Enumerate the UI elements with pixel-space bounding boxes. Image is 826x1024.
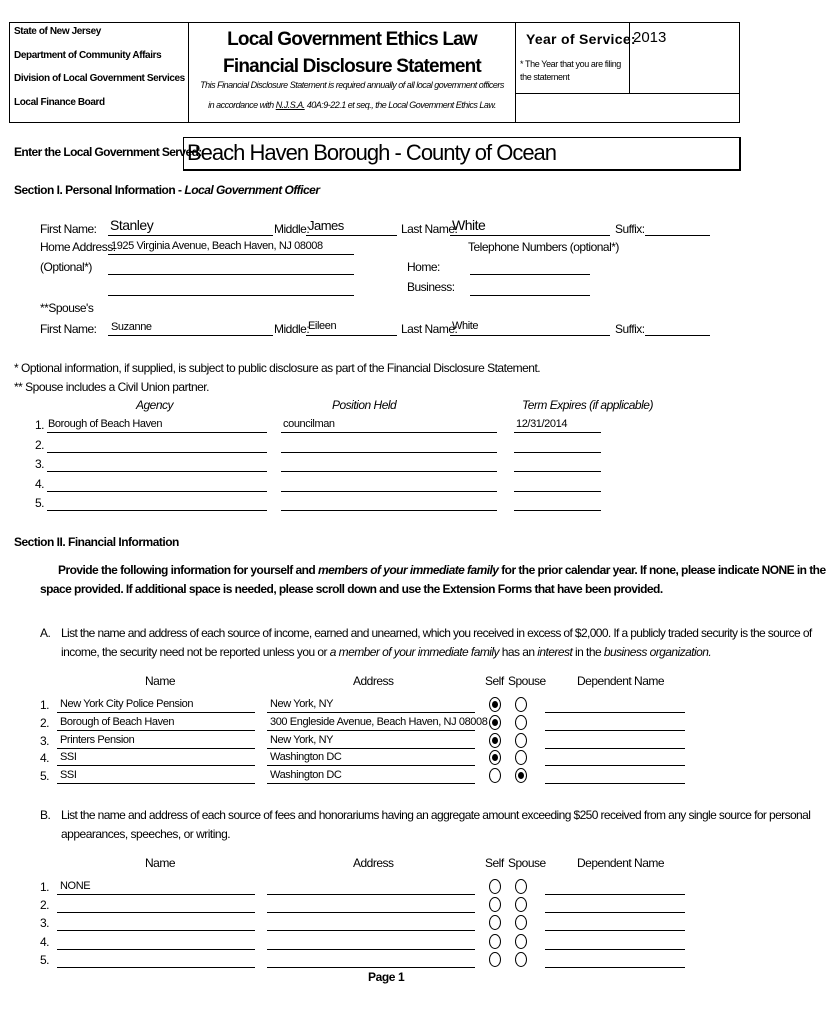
telephone-home-label: Home: bbox=[407, 260, 440, 274]
partA-header-name: Name bbox=[145, 674, 176, 688]
self-radio[interactable] bbox=[489, 768, 501, 783]
position-row-number: 4. bbox=[35, 476, 45, 491]
form-title-line2: Financial Disclosure Statement bbox=[223, 56, 481, 77]
self-radio[interactable] bbox=[489, 934, 501, 949]
spouse-first-label: First Name: bbox=[40, 322, 97, 336]
income-source-name-line bbox=[57, 748, 255, 749]
year-of-service-field[interactable]: 2013 bbox=[633, 29, 667, 46]
form-title-line1: Local Government Ethics Law bbox=[227, 29, 477, 50]
spouse-first-value[interactable]: Suzanne bbox=[111, 321, 152, 333]
position-term-value[interactable]: 12/31/2014 bbox=[516, 418, 568, 430]
home-address-label: Home Address: bbox=[40, 240, 116, 254]
income-source-address-line bbox=[267, 783, 475, 784]
spouse-radio[interactable] bbox=[515, 697, 527, 712]
telephone-business-line[interactable] bbox=[470, 295, 590, 296]
partA-header-spouse: Spouse bbox=[508, 674, 546, 688]
form-subtitle-line1: This Financial Disclosure Statement is required annually of all local government officers bbox=[200, 80, 504, 90]
spouse-suffix-line[interactable] bbox=[645, 335, 710, 336]
header-divider-horizontal bbox=[515, 93, 740, 94]
spouse-note: ** Spouse includes a Civil Union partner. bbox=[14, 380, 209, 394]
spouse-radio[interactable] bbox=[515, 934, 527, 949]
position-agency-line bbox=[47, 471, 267, 472]
dependent-name-line bbox=[545, 894, 685, 895]
income-source-name[interactable]: SSI bbox=[60, 751, 77, 764]
self-radio[interactable] bbox=[489, 750, 501, 765]
positions-header-agency: Agency bbox=[136, 398, 174, 412]
partB-header-self: Self bbox=[485, 856, 504, 870]
income-row-number: 5. bbox=[40, 769, 50, 784]
optional-note: * Optional information, if supplied, is subject to public disclosure as part of the Financial Disclosure Statement. bbox=[14, 361, 541, 375]
section2-title: Section II. Financial Information bbox=[14, 535, 179, 549]
spouse-radio[interactable] bbox=[515, 879, 527, 894]
position-row-number: 3. bbox=[35, 457, 45, 471]
income-source-address-line bbox=[267, 748, 475, 749]
section2-intro-line1 bbox=[58, 563, 826, 577]
income-source-name-line bbox=[57, 712, 255, 713]
partA-line1: List the name and address of each source of income, earned and unearned, which you received in excess of $2,000. If a publicly traded security is the source of bbox=[61, 626, 812, 640]
position-agency-line bbox=[47, 432, 267, 433]
dependent-name-line bbox=[545, 930, 685, 931]
home-address-line3[interactable] bbox=[108, 295, 354, 296]
self-radio[interactable] bbox=[489, 879, 501, 894]
self-radio[interactable] bbox=[489, 715, 501, 730]
income-row-number: 1. bbox=[40, 880, 50, 894]
income-source-address-line bbox=[267, 930, 475, 931]
suffix-line[interactable] bbox=[645, 235, 710, 236]
first-name-value[interactable]: Stanley bbox=[110, 217, 154, 233]
dependent-name-line bbox=[545, 783, 685, 784]
first-name-line bbox=[108, 235, 273, 236]
telephone-business-label: Business: bbox=[407, 280, 455, 294]
income-source-name-line bbox=[57, 912, 255, 913]
income-source-address-line bbox=[267, 912, 475, 913]
spouse-first-line bbox=[108, 335, 273, 336]
subtitle-suffix: 40A:9-22.1 et seq., the Local Government Ethics Law. bbox=[304, 100, 496, 110]
income-source-name-line bbox=[57, 783, 255, 784]
spouse-radio[interactable] bbox=[515, 768, 527, 783]
income-source-name[interactable]: NONE bbox=[60, 880, 91, 892]
header-divider-right bbox=[515, 22, 516, 123]
income-source-address-line bbox=[267, 967, 475, 968]
intro-a: Provide the following information for yourself and bbox=[58, 563, 318, 577]
income-source-address[interactable]: Washington DC bbox=[270, 769, 342, 782]
intro-b: members of your immediate family bbox=[317, 563, 499, 577]
position-agency-value[interactable]: Borough of Beach Haven bbox=[48, 418, 163, 430]
dependent-name-line bbox=[545, 712, 685, 713]
self-radio[interactable] bbox=[489, 897, 501, 912]
spouse-label bbox=[40, 301, 93, 315]
income-row-number: 2. bbox=[40, 898, 50, 913]
spouse-last-line bbox=[450, 335, 610, 336]
spouse-radio[interactable] bbox=[515, 952, 527, 967]
positions-header-term: Term Expires (if applicable) bbox=[522, 398, 653, 412]
agency-line-state: State of New Jersey bbox=[14, 26, 101, 37]
suffix-label: Suffix: bbox=[615, 222, 645, 236]
spouse-radio[interactable] bbox=[515, 915, 527, 930]
page-number: Page 1 bbox=[368, 970, 405, 984]
position-term-line bbox=[514, 491, 601, 492]
position-agency-line bbox=[47, 510, 267, 511]
last-name-label: Last Name: bbox=[401, 222, 458, 236]
partA-letter: A. bbox=[40, 626, 51, 640]
income-source-address-line bbox=[267, 949, 475, 950]
partB-letter: B. bbox=[40, 808, 51, 822]
spouse-label-text: **Spouse's bbox=[40, 301, 94, 315]
income-source-address-line bbox=[267, 730, 475, 731]
position-agency-line bbox=[47, 452, 267, 453]
partB-line1: List the name and address of each source of fees and honorariums having an aggregate amount exceeding $250 received from any single source for personal bbox=[61, 808, 811, 822]
home-address-line2[interactable] bbox=[108, 274, 354, 275]
position-held-line bbox=[281, 452, 497, 453]
income-source-address-line bbox=[267, 765, 475, 766]
agency-line-dlgs: Division of Local Government Services bbox=[14, 73, 185, 84]
income-row-number: 3. bbox=[40, 916, 50, 931]
position-row-number: 5. bbox=[35, 496, 45, 510]
income-source-address-line bbox=[267, 894, 475, 895]
partA-line2-e: in the bbox=[572, 645, 604, 659]
positions-header-position: Position Held bbox=[332, 398, 397, 412]
income-source-name[interactable]: Printers Pension bbox=[60, 733, 135, 746]
telephone-home-line[interactable] bbox=[470, 274, 590, 275]
spouse-radio[interactable] bbox=[515, 897, 527, 912]
position-held-line bbox=[281, 471, 497, 472]
last-name-line bbox=[450, 235, 610, 236]
spouse-radio[interactable] bbox=[515, 733, 527, 748]
agency-line-lfb: Local Finance Board bbox=[14, 97, 105, 108]
dependent-name-line bbox=[545, 765, 685, 766]
section2-intro-line2: space provided. If additional space is needed, please scroll down and use the Extension Forms that have been provided. bbox=[40, 582, 663, 596]
form-subtitle-line2 bbox=[189, 100, 515, 110]
position-held-line bbox=[281, 510, 497, 511]
income-row-number: 1. bbox=[40, 698, 50, 712]
self-radio[interactable] bbox=[489, 733, 501, 748]
spouse-last-value[interactable]: White bbox=[452, 320, 479, 332]
last-name-value[interactable]: White bbox=[452, 217, 486, 233]
telephone-label: Telephone Numbers (optional*) bbox=[468, 240, 619, 254]
partA-line2-a: income, the security need not be reported unless you or bbox=[61, 645, 330, 659]
income-source-name[interactable]: Borough of Beach Haven bbox=[60, 715, 175, 728]
home-address-value[interactable]: 1925 Virginia Avenue, Beach Haven, NJ 08008 bbox=[111, 240, 323, 252]
intro-c: for the prior calendar year. If none, please indicate NONE in the bbox=[498, 563, 826, 577]
income-row-number: 3. bbox=[40, 733, 50, 748]
position-held-line bbox=[281, 491, 497, 492]
spouse-radio[interactable] bbox=[515, 750, 527, 765]
agency-line-dca: Department of Community Affairs bbox=[14, 50, 162, 61]
income-source-address-line bbox=[267, 712, 475, 713]
position-term-line bbox=[514, 452, 601, 453]
income-source-address[interactable]: Washington DC bbox=[270, 751, 342, 764]
section1-title bbox=[14, 183, 320, 197]
partA-line2-c: has an bbox=[498, 645, 538, 659]
income-source-name-line bbox=[57, 730, 255, 731]
dependent-name-line bbox=[545, 730, 685, 731]
income-row-number: 4. bbox=[40, 751, 50, 766]
subtitle-njsa: N.J.S.A. bbox=[275, 100, 305, 110]
partB-header-name: Name bbox=[145, 856, 176, 870]
position-row-number: 2. bbox=[35, 437, 45, 452]
middle-label: Middle: bbox=[274, 222, 310, 236]
section1-title-italic: Local Government Officer bbox=[184, 183, 320, 197]
partA-line2 bbox=[61, 645, 711, 659]
partB-header-address: Address bbox=[353, 856, 394, 870]
spouse-middle-label: Middle: bbox=[274, 322, 310, 336]
year-note: * The Year that you are filing the statement bbox=[520, 59, 621, 82]
income-source-name-line bbox=[57, 930, 255, 931]
income-source-name[interactable]: New York City Police Pension bbox=[60, 698, 194, 710]
partA-line2-b: a member of your immediate family bbox=[329, 645, 499, 659]
partB-header-spouse: Spouse bbox=[508, 856, 546, 870]
partA-line2-d: interest bbox=[537, 645, 573, 659]
dependent-name-line bbox=[545, 967, 685, 968]
partB-header-dependent: Dependent Name bbox=[577, 856, 665, 870]
income-row-number: 4. bbox=[40, 934, 50, 949]
income-source-name-line bbox=[57, 967, 255, 968]
self-radio[interactable] bbox=[489, 697, 501, 712]
income-source-name-line bbox=[57, 949, 255, 950]
self-radio[interactable] bbox=[489, 952, 501, 967]
spouse-last-label: Last Name: bbox=[401, 322, 458, 336]
income-source-address[interactable]: New York, NY bbox=[270, 733, 334, 746]
spouse-middle-line bbox=[306, 335, 397, 336]
dependent-name-line bbox=[545, 949, 685, 950]
partA-header-dependent: Dependent Name bbox=[577, 674, 665, 688]
partA-header-address: Address bbox=[353, 674, 394, 688]
middle-line bbox=[306, 235, 397, 236]
spouse-radio[interactable] bbox=[515, 715, 527, 730]
partA-header-self: Self bbox=[485, 674, 504, 688]
income-source-name-line bbox=[57, 894, 255, 895]
income-row-number: 5. bbox=[40, 952, 50, 967]
income-row-number: 2. bbox=[40, 715, 50, 730]
dependent-name-line bbox=[545, 748, 685, 749]
government-value: Beach Haven Borough - County of Ocean bbox=[187, 140, 557, 165]
subtitle-prefix: in accordance with bbox=[208, 100, 276, 110]
position-agency-line bbox=[47, 491, 267, 492]
government-label: Enter the Local Government Served: bbox=[14, 145, 202, 159]
position-row-number: 1. bbox=[35, 418, 45, 432]
middle-value[interactable]: James bbox=[308, 218, 344, 233]
partB-line2: appearances, speeches, or writing. bbox=[61, 827, 231, 841]
income-source-name-line bbox=[57, 765, 255, 766]
year-of-service-label: Year of Service: bbox=[526, 31, 636, 47]
partA-line2-f: business organization. bbox=[603, 645, 712, 659]
dependent-name-line bbox=[545, 912, 685, 913]
income-source-name[interactable]: SSI bbox=[60, 769, 77, 782]
position-held-value[interactable]: councilman bbox=[283, 418, 335, 430]
self-radio[interactable] bbox=[489, 915, 501, 930]
position-term-line bbox=[514, 471, 601, 472]
income-source-address[interactable]: New York, NY bbox=[270, 698, 334, 710]
position-term-line bbox=[514, 432, 601, 433]
section1-title-prefix: Section I. Personal Information - bbox=[14, 183, 185, 197]
first-name-label: First Name: bbox=[40, 222, 97, 236]
income-source-address[interactable]: 300 Engleside Avenue, Beach Haven, NJ 08008 bbox=[270, 715, 488, 728]
position-term-line bbox=[514, 510, 601, 511]
optional-label: (Optional*) bbox=[40, 260, 92, 274]
home-address-line1 bbox=[108, 254, 354, 255]
spouse-middle-value[interactable]: Eileen bbox=[308, 320, 337, 332]
spouse-suffix-label: Suffix: bbox=[615, 322, 645, 336]
position-held-line bbox=[281, 432, 497, 433]
